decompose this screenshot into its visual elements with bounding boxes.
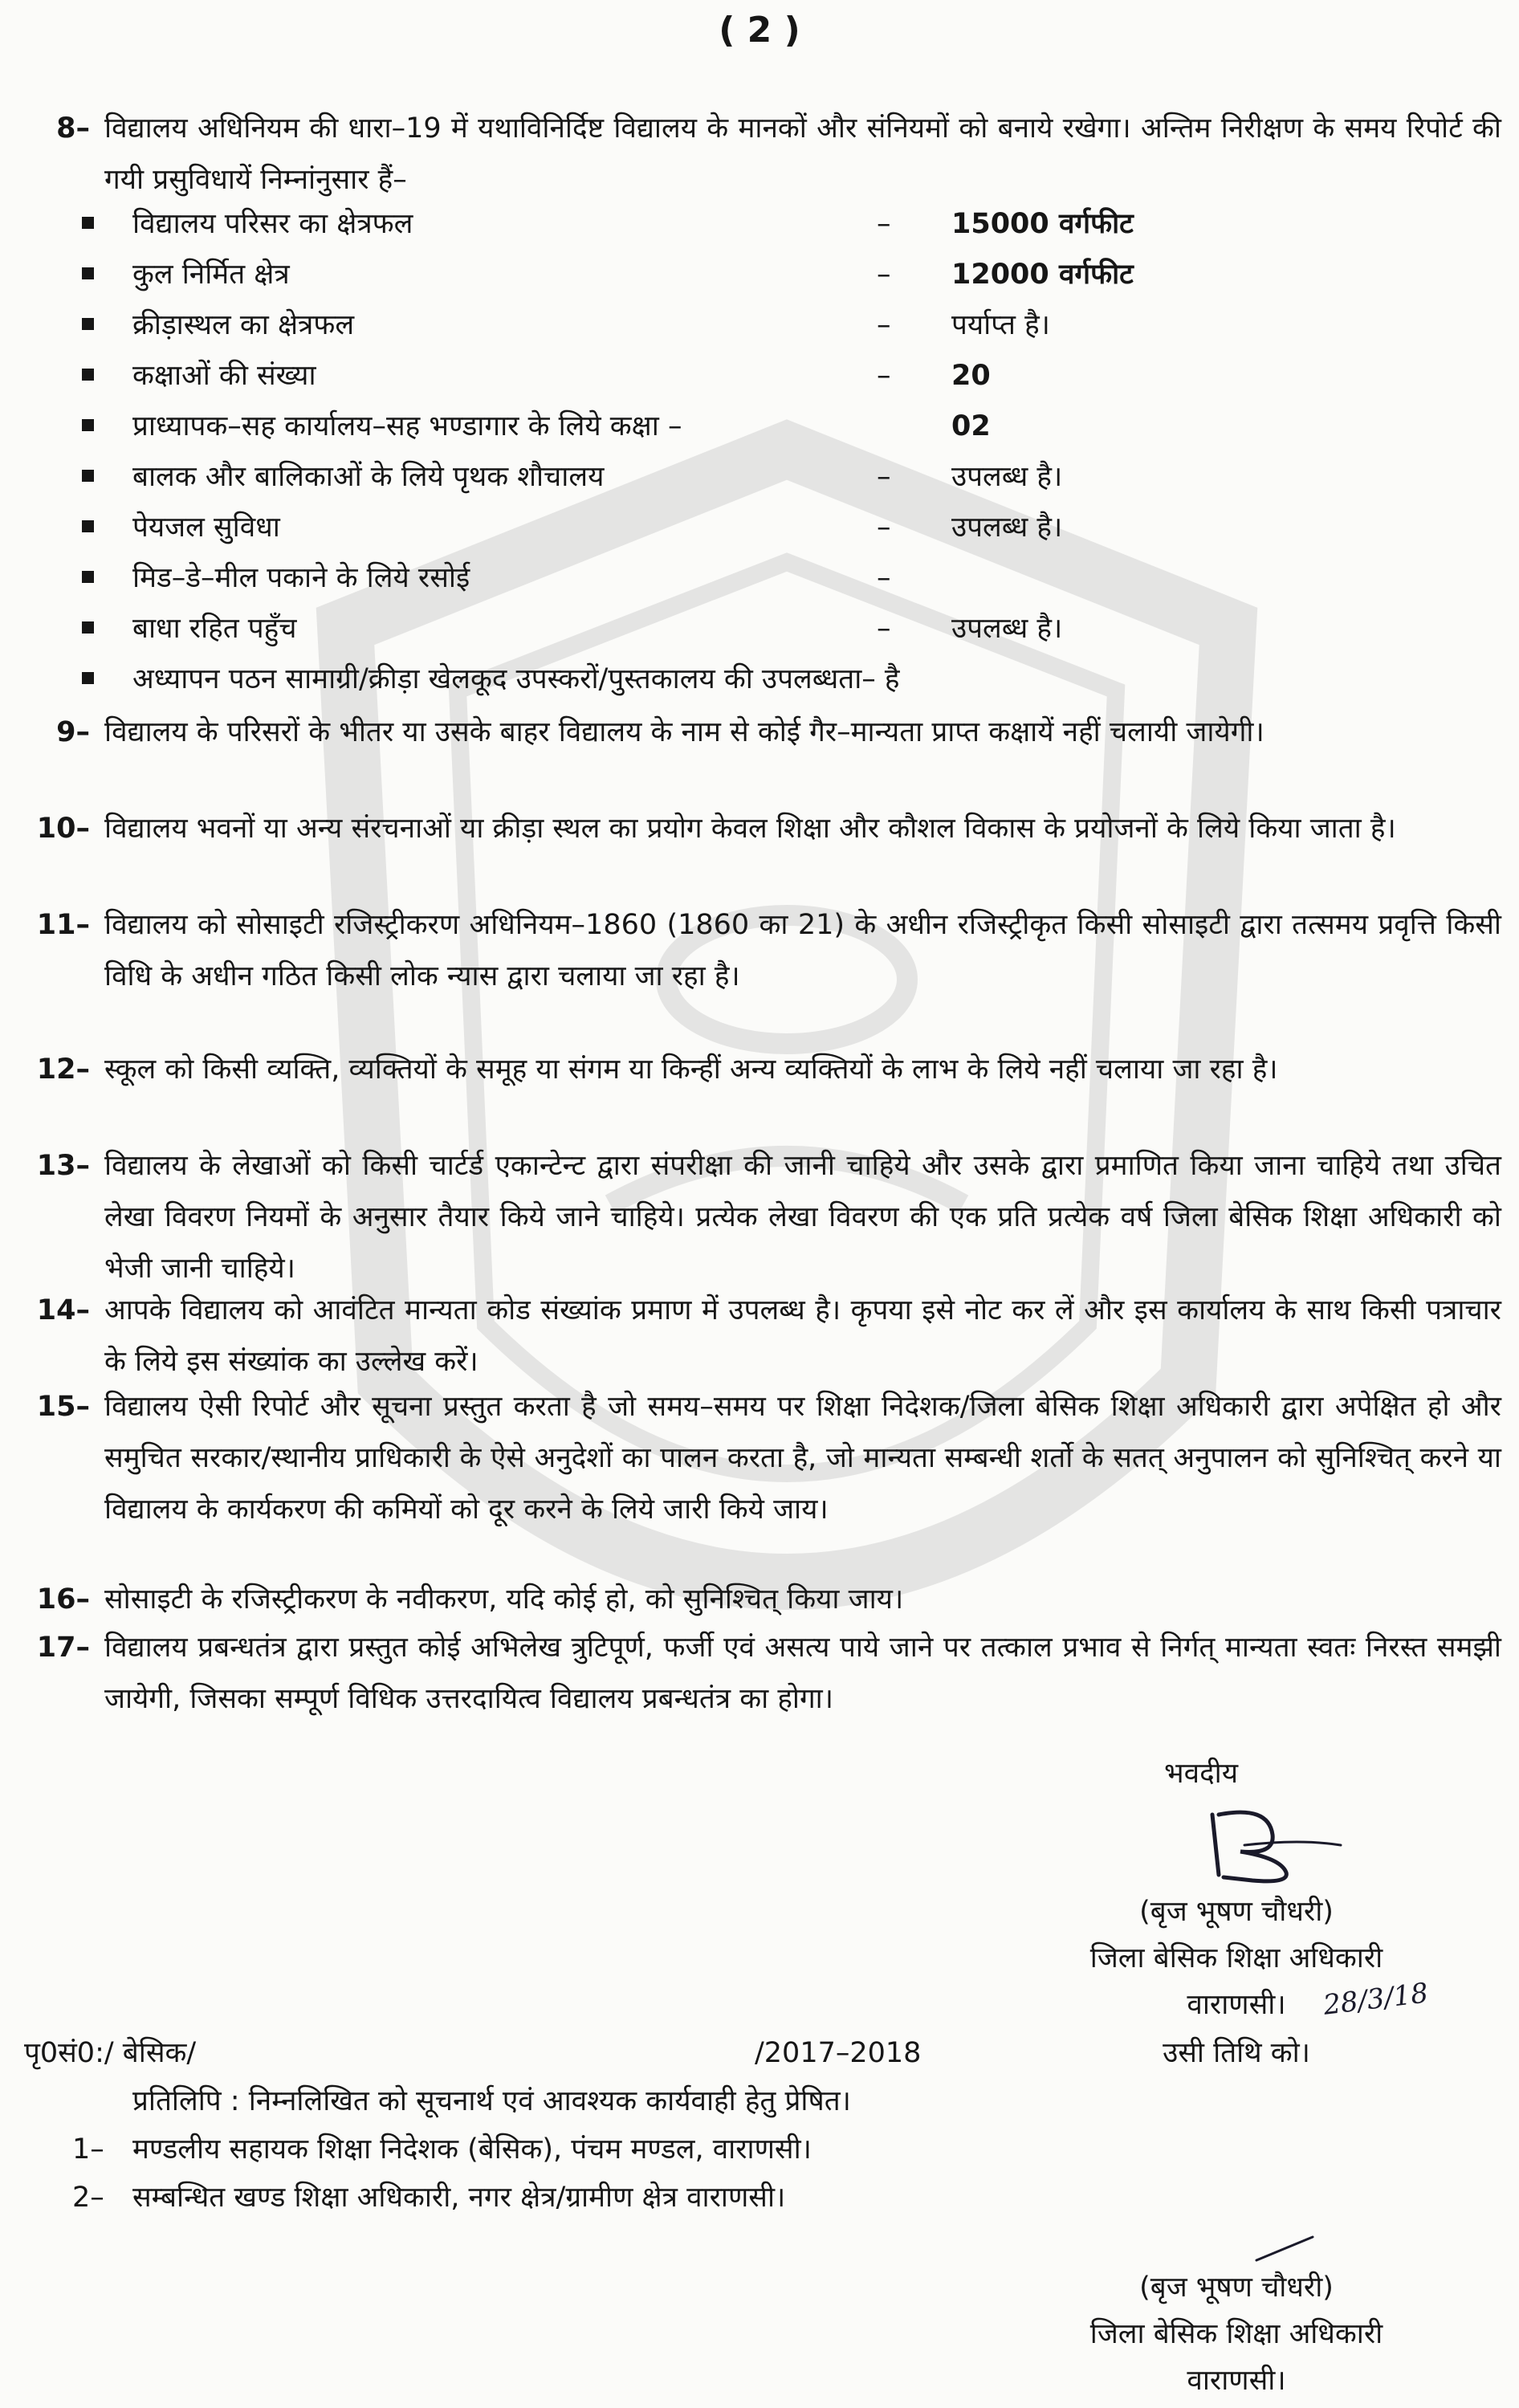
square-bullet-icon	[82, 571, 94, 583]
facility-dash: –	[877, 613, 891, 645]
clause-number: 14–	[36, 1294, 90, 1326]
copy-item-text: सम्बन्धित खण्ड शिक्षा अधिकारी, नगर क्षेत्र/ग्रामीण क्षेत्र वाराणसी।	[132, 2182, 786, 2214]
signatory-name: (बृज भूषण चौधरी)	[1139, 1896, 1334, 1928]
square-bullet-icon	[82, 318, 94, 330]
clause-text: विद्यालय प्रबन्धतंत्र द्वारा प्रस्तुत कोई अभिलेख त्रुटिपूर्ण, फर्जी एवं असत्य पाये जाने पर तत्काल प्रभाव से निर्गत् मान्यता स्वतः निरस्त समझी जायेगी, जिसका सम्पूर्ण विधिक उत्तरदायित्व विद्यालय प्रबन्धतंत्र का होगा।	[104, 1632, 1501, 1715]
facility-label: मिड–डे–मील पकाने के लिये रसोई	[132, 562, 470, 594]
square-bullet-icon	[82, 520, 94, 532]
copy-intro: प्रतिलिपि : निम्नलिखित को सूचनार्थ एवं आवश्यक कार्यवाही हेतु प्रेषित।	[132, 2085, 851, 2117]
signatory-name: (बृज भूषण चौधरी)	[1139, 2272, 1334, 2304]
square-bullet-icon	[82, 621, 94, 634]
facility-dash: –	[877, 511, 891, 544]
closing-salutation: भवदीय	[1164, 1758, 1239, 1790]
square-bullet-icon	[82, 217, 94, 229]
facility-label: कुल निर्मित क्षेत्र	[132, 259, 290, 291]
facility-item	[0, 401, 1519, 452]
signatory-place: वाराणसी।	[1187, 1989, 1286, 2021]
clause-text: विद्यालय के लेखाओं को किसी चार्टर्ड एकान्टेन्ट द्वारा संपरीक्षा की जानी चाहिये और उसके द्वारा प्रमाणित किया जाना चाहिये तथा उचित लेखा विवरण नियमों के अनुसार तैयार किये जाने चाहिये। प्रत्येक लेखा विवरण की एक प्रति प्रत्येक वर्ष जिला बेसिक शिक्षा अधिकारी को भेजी जानी चाहिये।	[104, 1150, 1501, 1285]
signatory-designation: जिला बेसिक शिक्षा अधिकारी	[1089, 1942, 1383, 1974]
facility-item	[0, 452, 1519, 503]
facility-label: विद्यालय परिसर का क्षेत्रफल	[132, 208, 413, 240]
clause-number: 12–	[36, 1053, 90, 1086]
facility-dash: –	[877, 259, 891, 291]
clause-number: 10–	[36, 813, 90, 845]
facility-dash: –	[877, 562, 891, 594]
signature-mark	[1196, 1799, 1349, 1887]
reference-number: पृ0सं0:/ बेसिक/	[24, 2037, 197, 2069]
clause-text: विद्यालय भवनों या अन्य संरचनाओं या क्रीड़ा स्थल का प्रयोग केवल शिक्षा और कौशल विकास के प्रयोजनों के लिये किया जाता है।	[104, 813, 1396, 845]
clause-text: विद्यालय के परिसरों के भीतर या उसके बाहर विद्यालय के नाम से कोई गैर–मान्यता प्राप्त कक्षायें नहीं चलायी जायेगी।	[104, 716, 1264, 748]
copy-item-number: 1–	[72, 2133, 104, 2166]
facility-dash: –	[877, 461, 891, 493]
facility-value: 02	[951, 410, 991, 442]
square-bullet-icon	[82, 267, 94, 279]
square-bullet-icon	[82, 470, 94, 482]
facility-item	[0, 250, 1519, 300]
facility-item	[0, 199, 1519, 250]
facility-value: उपलब्ध है।	[951, 613, 1063, 645]
facility-label: प्राध्यापक–सह कार्यालय–सह भण्डागार के लिये कक्षा –	[132, 410, 682, 442]
clause-text: विद्यालय को सोसाइटी रजिस्ट्रीकरण अधिनियम–1860 (1860 का 21) के अधीन रजिस्ट्रीकृत किसी सोसाइटी द्वारा तत्समय प्रवृत्ति किसी विधि के अधीन गठित किसी लोक न्यास द्वारा चलाया जा रहा है।	[104, 909, 1501, 992]
facility-item	[0, 503, 1519, 553]
signatory-place: वाराणसी।	[1187, 2365, 1286, 2397]
clause-text: विद्यालय अधिनियम की धारा–19 में यथाविनिर्दिष्ट विद्यालय के मानकों और संनियमों को बनाये रखेगा। अन्तिम निरीक्षण के समय रिपोर्ट की गयी प्रसुविधायें निम्नांनुसार हैं–	[104, 112, 1501, 196]
clause-text: आपके विद्यालय को आवंटित मान्यता कोड संख्यांक प्रमाण में उपलब्ध है। कृपया इसे नोट कर लें और इस कार्यालय के साथ किसी पत्राचार के लिये इस संख्यांक का उल्लेख करें।	[104, 1294, 1501, 1378]
facility-label: बाधा रहित पहुँच	[132, 613, 297, 645]
reference-year: /2017–2018	[755, 2037, 922, 2069]
same-date-note: उसी तिथि को।	[1163, 2037, 1310, 2069]
facility-item	[0, 300, 1519, 351]
handwritten-date: 28/3/18	[1321, 1977, 1431, 2022]
facility-value: पर्याप्त है।	[951, 309, 1050, 341]
facility-value: 15000 वर्गफीट	[951, 208, 1134, 240]
clause-number: 17–	[36, 1632, 90, 1664]
clause-text: सोसाइटी के रजिस्ट्रीकरण के नवीकरण, यदि कोई हो, को सुनिश्चित् किया जाय।	[104, 1583, 904, 1616]
clause-number: 15–	[36, 1391, 90, 1423]
clause-number: 8–	[56, 112, 90, 145]
facility-item	[0, 553, 1519, 604]
square-bullet-icon	[82, 419, 94, 431]
facility-value: 20	[951, 360, 991, 392]
facility-dash: –	[877, 360, 891, 392]
facility-item	[0, 351, 1519, 401]
facility-label: अध्यापन पठन सामाग्री/क्रीड़ा खेलकूद उपस्करों/पुस्तकालय की उपलब्धता– है	[132, 663, 900, 695]
square-bullet-icon	[82, 672, 94, 684]
facility-label: कक्षाओं की संख्या	[132, 360, 316, 392]
square-bullet-icon	[82, 369, 94, 381]
clause-text: विद्यालय ऐसी रिपोर्ट और सूचना प्रस्तुत करता है जो समय–समय पर शिक्षा निदेशक/जिला बेसिक शिक्षा अधिकारी द्वारा अपेक्षित हो और समुचित सरकार/स्थानीय प्राधिकारी के ऐसे अनुदेशों का पालन करता है, जो मान्यता सम्बन्धी शर्तो के सतत् अनुपालन को सुनिश्चित् करने या विद्यालय के कार्यकरण की कमियों को दूर करने के लिये जारी किये जाय।	[104, 1391, 1501, 1526]
signatory-designation: जिला बेसिक शिक्षा अधिकारी	[1089, 2318, 1383, 2350]
facility-value: उपलब्ध है।	[951, 461, 1063, 493]
facility-label: पेयजल सुविधा	[132, 511, 280, 544]
clause-number: 11–	[36, 909, 90, 941]
clause-number: 16–	[36, 1583, 90, 1616]
facility-label: क्रीड़ास्थल का क्षेत्रफल	[132, 309, 355, 341]
copy-item-text: मण्डलीय सहायक शिक्षा निदेशक (बेसिक), पंचम मण्डल, वाराणसी।	[132, 2133, 812, 2166]
copy-item-number: 2–	[72, 2182, 104, 2214]
clause-text: स्कूल को किसी व्यक्ति, व्यक्तियों के समूह या संगम या किन्हीं अन्य व्यक्तियों के लाभ के लिये नहीं चलाया जा रहा है।	[104, 1053, 1278, 1086]
initial-mark	[1252, 2232, 1317, 2264]
facility-label: बालक और बालिकाओं के लिये पृथक शौचालय	[132, 461, 605, 493]
facility-value: 12000 वर्गफीट	[951, 259, 1134, 291]
facility-dash: –	[877, 208, 891, 240]
facility-item	[0, 654, 1519, 705]
facility-dash: –	[877, 309, 891, 341]
clause-number: 13–	[36, 1150, 90, 1182]
facility-value: उपलब्ध है।	[951, 511, 1063, 544]
facility-item	[0, 604, 1519, 654]
page-number: ( 2 )	[719, 10, 800, 51]
clause-number: 9–	[56, 716, 90, 748]
